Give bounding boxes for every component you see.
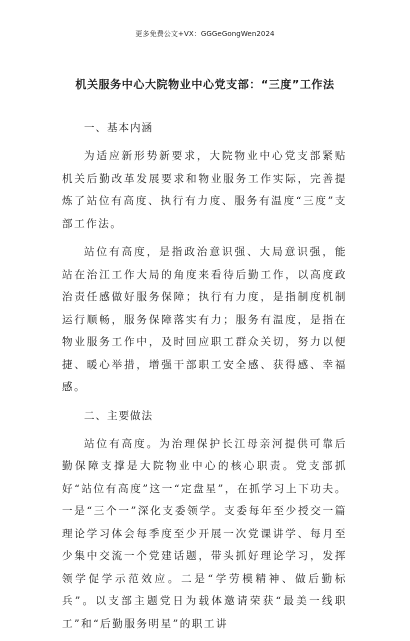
document-title: 机关服务中心大院物业中心党支部：“三度”工作法 [75, 78, 335, 91]
paragraph: 为适应新形势新要求，大院物业中心党支部紧贴机关后勤改革发展要求和物业服务工作实际，完善提炼了站位有高度、执行有力度、服务有温度“三度”支部工作法。 [62, 150, 347, 230]
header-note: 更多免费公文+VX：GGGeGongWen2024 [135, 30, 275, 38]
paragraph: 站位有高度。为治理保护长江母亲河提供可靠后勤保障支撑是大院物业中心的核心职责。党支部抓好“站位有高度”这一“定盘星”，在抓学习上下功夫。一是“三个一”深化支委领学。支委每年至少授交一篇理论学习体会每季度至少开展一次党课讲学、每月至少集中交流一个党建话题，带头抓好理论学习，发挥领学促学示范效应。二是“学劳模精神、做后勤标兵”。以支部主题党日为载体邀请荣获“最美一线职工”和“后勤服务明星”的职工讲 [62, 437, 347, 630]
paragraph: 站位有高度，是指政治意识强、大局意识强，能站在治江工作大局的角度来看待后勤工作，以高度政治责任感做好服务保障；执行有力度，是指制度机制运行顺畅，服务保障落实有力；服务有温度，是指在物业服务工作中，及时回应职工群众关切，努力以便捷、暖心举措，增强干部职工安全感、获得感、幸福感。 [62, 246, 347, 393]
section-main-practices [62, 405, 347, 636]
section-basic-connotation [62, 117, 347, 399]
document-body [62, 117, 347, 641]
section-heading: 二、主要做法 [84, 409, 153, 422]
section-heading: 一、基本内涵 [84, 122, 153, 134]
